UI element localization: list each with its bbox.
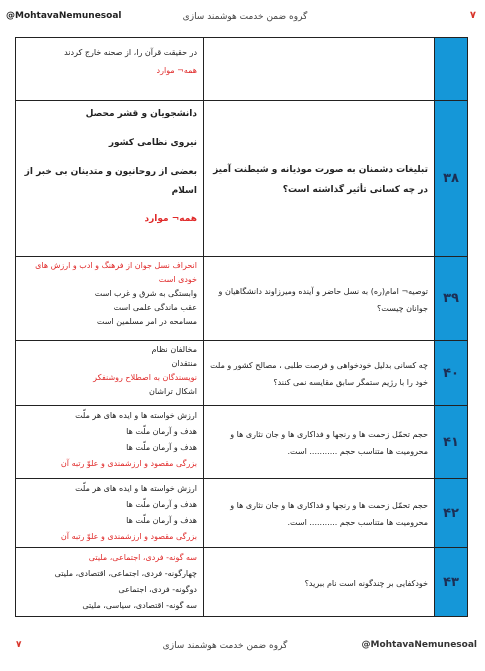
answer-option-line: انحراف نسل جوان از فرهنگ و ادب و ارزش های: [35, 261, 197, 270]
table-row: [16, 257, 468, 341]
answer-option: منتقدان: [171, 359, 197, 368]
table-row: [16, 479, 468, 548]
question-cell: حجم تحمّل زحمت ها و رنجها و فداکاری ها و جان نثاری ها و محرومیت ها متناسب حجم ........... است.: [204, 479, 435, 548]
answer-option: چهارگونه- فردی، اجتماعی، اقتصادی، ملیتی: [54, 569, 197, 578]
question-number-cell: ۴۰: [435, 341, 468, 406]
header-page-number: ۷: [469, 10, 476, 21]
answer-option: وابستگی به شرق و غرب است: [94, 289, 197, 298]
question-number-cell: [435, 38, 468, 101]
footer-title: گروه ضمن خدمت هوشمند سازی: [162, 641, 288, 651]
question-cell: [204, 38, 435, 101]
answer-option: اشکال تراشان: [148, 387, 197, 396]
table-row: [16, 101, 468, 257]
answer-option: هدف و آرمان ملّت ها: [126, 443, 197, 452]
answer-cell: [16, 406, 204, 479]
table-row: [16, 406, 468, 479]
answer-option: مخالفان نظام: [151, 345, 197, 354]
question-cell: خودکفایی بر چندگونه است نام ببرید؟: [204, 548, 435, 617]
answer-option: بزرگی مقصود و ارزشمندی و علوّ رتبه آن: [60, 532, 197, 541]
answer-option-line: خودی است: [158, 275, 197, 284]
question-number-cell: ۳۹: [435, 257, 468, 341]
answer-cell: [16, 548, 204, 617]
answer-option: نویسندگان به اصطلاح روشنفکر: [93, 373, 197, 382]
answer-option: سه گونه- فردی، اجتماعی، ملیتی: [88, 553, 197, 562]
question-cell: حجم تحمّل زحمت ها و رنجها و فداکاری ها و جان نثاری ها و محرومیت ها متناسب حجم ........... است.: [204, 406, 435, 479]
answer-option: در حقیقت قرآن را، از صحنه خارج کردند: [64, 48, 197, 57]
question-number-cell: ۳۸: [435, 101, 468, 257]
answer-option: عقب ماندگی علمی است: [113, 303, 197, 312]
answer-cell: [16, 38, 204, 101]
question-cell: چه کسانی بدلیل خودخواهی و فرصت طلبی ، مصالح کشور و ملت خود را با رژیم ستمگر سابق مقایسه نمی کنند؟: [204, 341, 435, 406]
page-header: [0, 0, 485, 36]
answer-option: ارزش خواسته ها و ایده های هر ملّت: [75, 484, 197, 493]
answer-option: سه گونه- اقتصادی، سیاسی، ملیتی: [82, 601, 197, 610]
answer-cell: [16, 479, 204, 548]
answer-option: همه¬ موارد: [156, 66, 197, 75]
question-cell: توصیه¬ امام(ره) به نسل حاضر و آینده ومیرزاوند دانشگاهیان و جوانان چیست؟: [204, 257, 435, 341]
table-row: [16, 38, 468, 101]
question-table: [15, 37, 468, 617]
answer-option: [20, 259, 197, 287]
table-row: [16, 548, 468, 617]
question-number-cell: ۴۲: [435, 479, 468, 548]
question-number-cell: ۴۱: [435, 406, 468, 479]
page-footer: [0, 628, 485, 658]
answer-option: دوگونه- فردی، اجتماعی: [118, 585, 197, 594]
answer-option: بزرگی مقصود و ارزشمندی و علوّ رتبه آن: [60, 459, 197, 468]
header-title: گروه ضمن خدمت هوشمند سازی: [182, 12, 308, 22]
question-number-cell: ۴۳: [435, 548, 468, 617]
answer-option: هدف و آرمان ملّت ها: [126, 516, 197, 525]
answer-option: نیروی نظامی کشور: [108, 138, 197, 148]
answer-option: ارزش خواسته ها و ایده های هر ملّت: [75, 411, 197, 420]
table-row: [16, 341, 468, 406]
question-cell: تبلیغات دشمنان به صورت موذیانه و شیطنت آمیز در چه کسانی تأثیر گذاشته است؟: [204, 101, 435, 257]
answer-option: هدف و آرمان ملّت ها: [126, 500, 197, 509]
answer-option: اسلام: [171, 186, 197, 196]
answer-cell: [16, 341, 204, 406]
header-username: @MohtavaNemunesoal: [6, 11, 122, 21]
answer-cell: [16, 257, 204, 341]
answer-option: هدف و آرمان ملّت ها: [126, 427, 197, 436]
answer-option: بعضی از روحانیون و متدینان بی خبر از: [24, 167, 197, 177]
footer-page-number: ۷: [16, 640, 22, 650]
answer-option: مسامحه در امر مسلمین است: [96, 317, 197, 326]
answer-option: دانشجویان و قشر محصل: [85, 109, 197, 119]
footer-username: @MohtavaNemunesoal: [361, 640, 477, 650]
answer-option: همه¬ موارد: [144, 214, 197, 224]
answer-cell: [16, 101, 204, 257]
